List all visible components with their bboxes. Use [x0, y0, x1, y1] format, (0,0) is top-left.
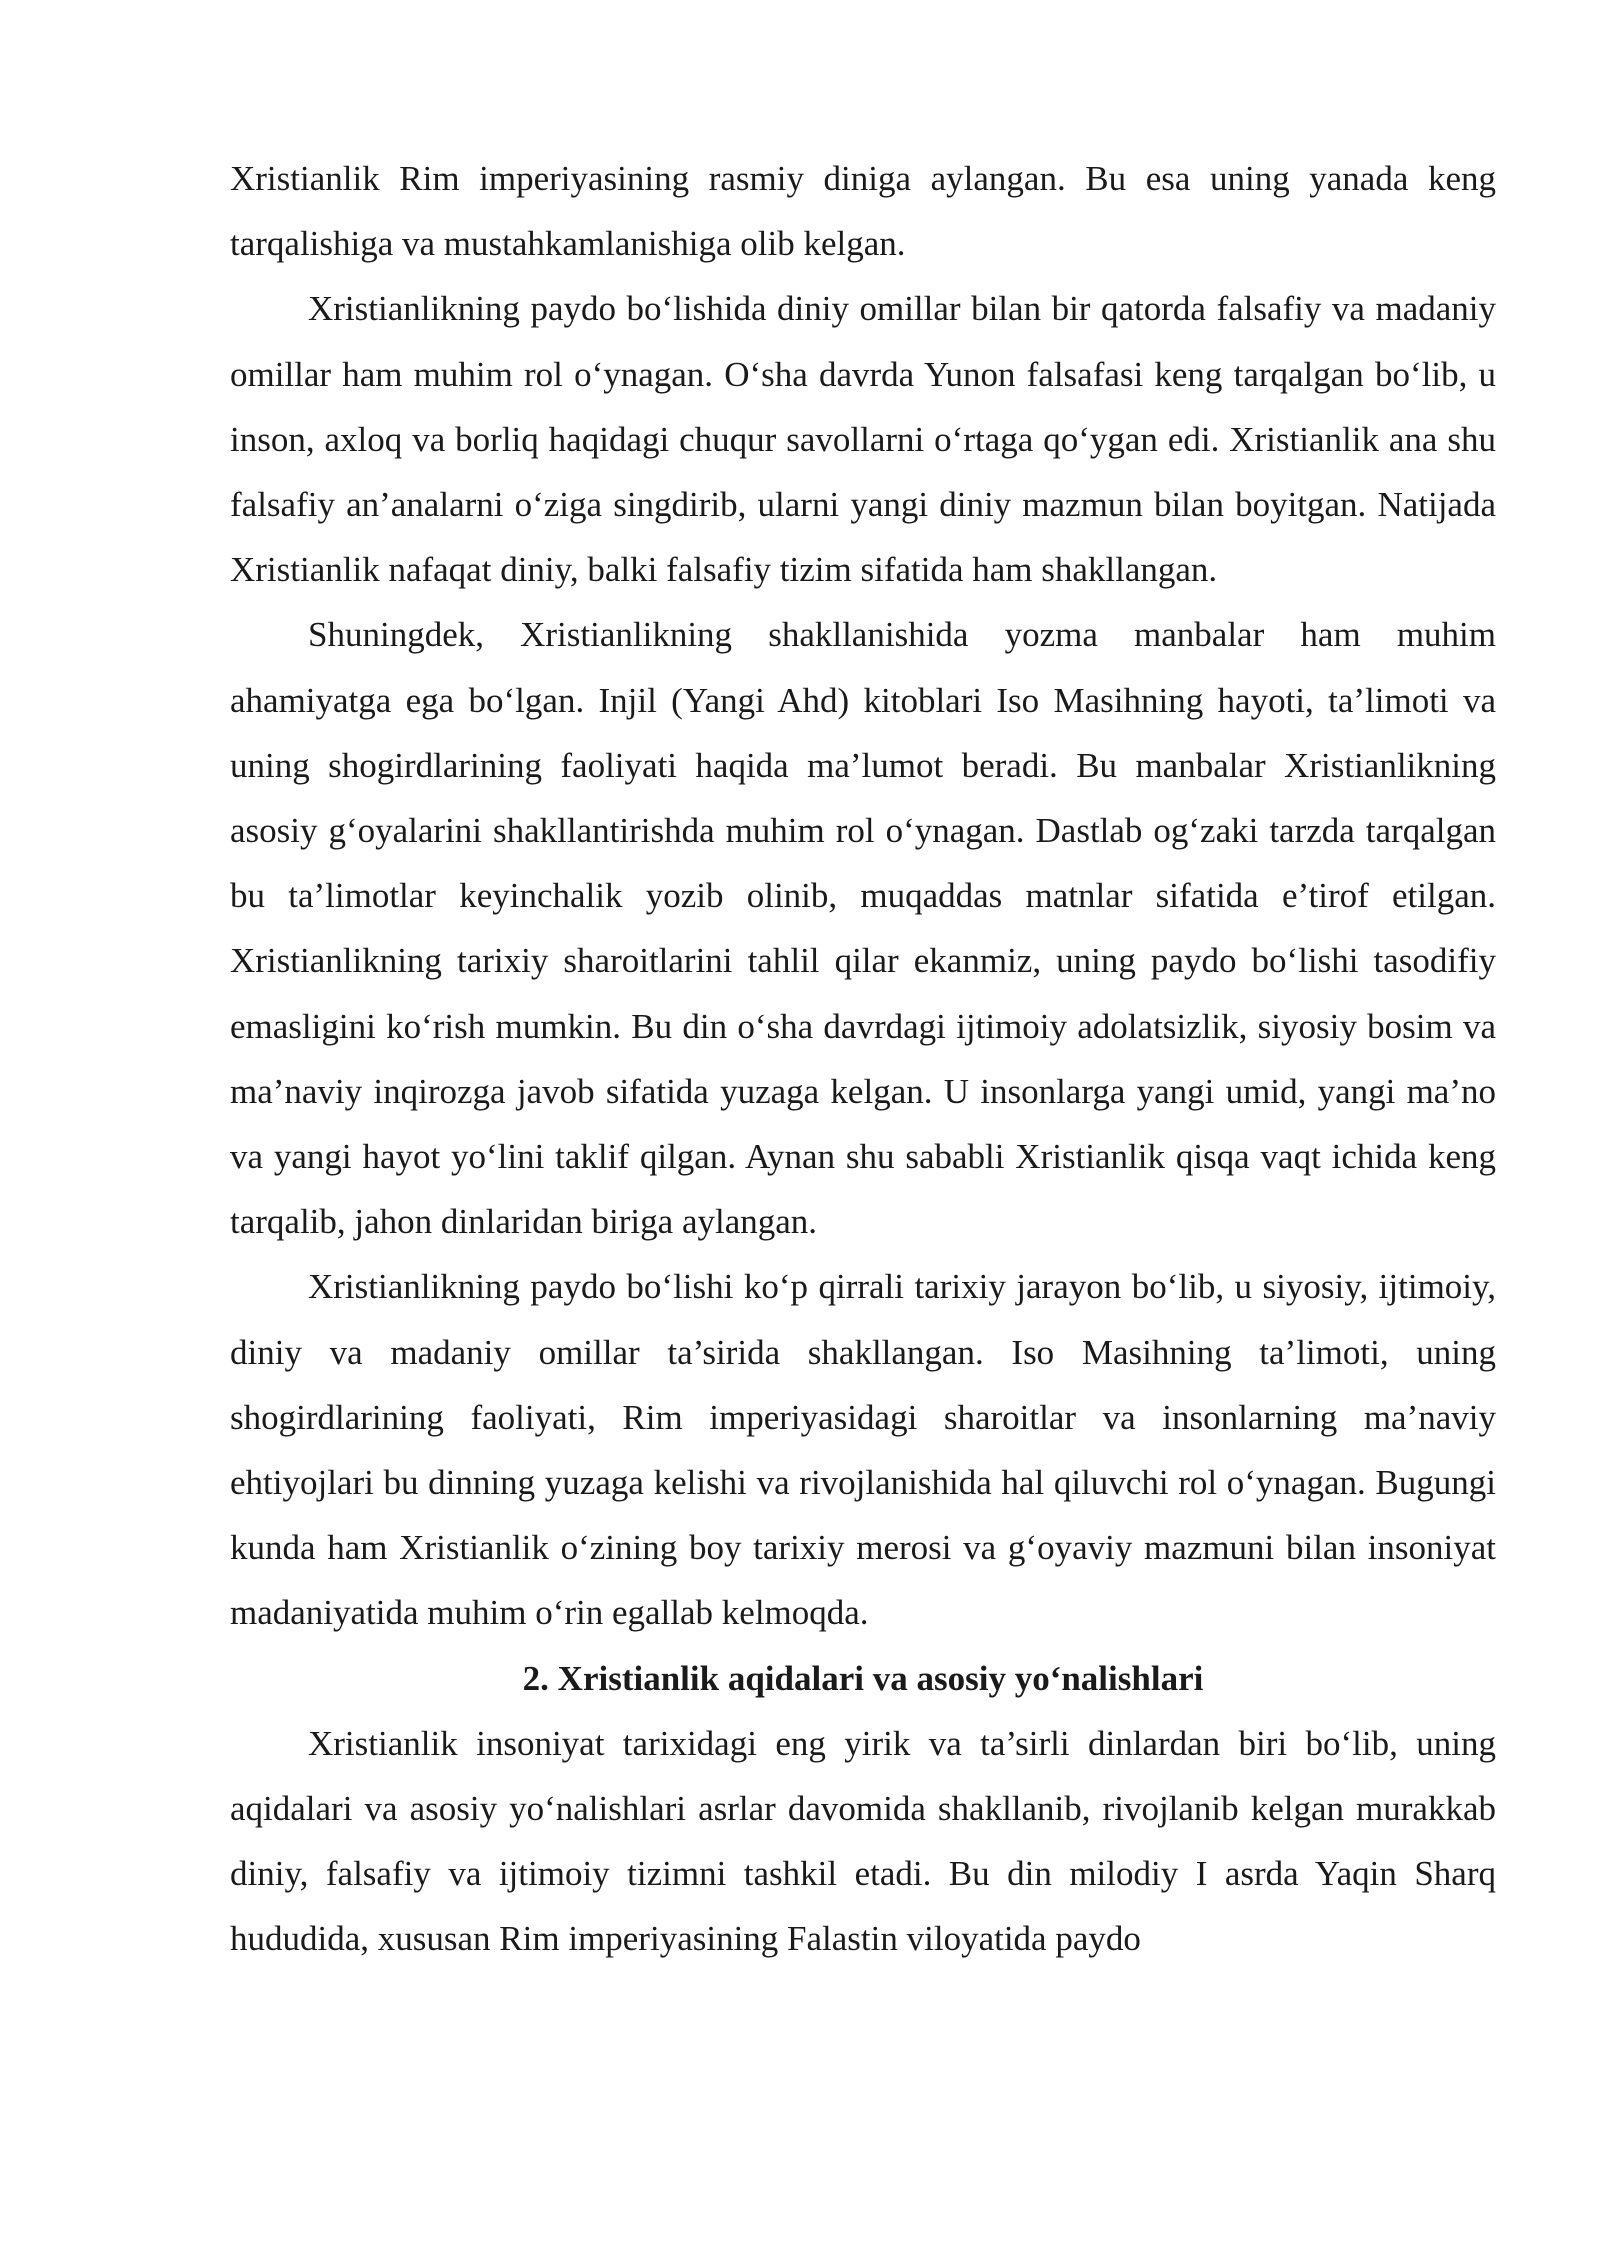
paragraph-summary: Xristianlikning paydo bo‘lishi ko‘p qirrali tarixiy jarayon bo‘lib, u siyosiy, ijtimoiy, diniy va madaniy omillar ta’sirida shakllangan. Iso Masihning ta’limoti, uning shogirdlarining faoliyati, Rim imperiyasidagi sharoitlar va insonlarning ma’naviy ehtiyojlari bu dinning yuzaga kelishi va rivojlanishida hal qiluvchi rol o‘ynagan. Bugungi kunda ham Xristianlik o‘zining boy tarixiy merosi va g‘oyaviy mazmuni bilan insoniyat madaniyatida muhim o‘rin egallab kelmoqda.	[230, 1267, 1496, 1633]
paragraph-written-sources: Shuningdek, Xristianlikning shakllanishida yozma manbalar ham muhim ahamiyatga ega bo‘lgan. Injil (Yangi Ahd) kitoblari Iso Masihning hayoti, ta’limoti va uning shogirdlarining faoliyati haqida ma’lumot beradi. Bu manbalar Xristianlikning asosiy g‘oyalarini shakllantirishda muhim rol o‘ynagan. Dastlab og‘zaki tarzda tarqalgan bu ta’limotlar keyinchalik yozib olinib, muqaddas matnlar sifatida e’tirof etilgan. Xristianlikning tarixiy sharoitlarini tahlil qilar ekanmiz, uning paydo bo‘lishi tasodifiy emasligini ko‘rish mumkin. Bu din o‘sha davrdagi ijtimoiy adolatsizlik, siyosiy bosim va ma’naviy inqirozga javob sifatida yuzaga kelgan. U insonlarga yangi umid, yangi ma’no va yangi hayot yo‘lini taklif qilgan. Aynan shu sababli Xristianlik qisqa vaqt ichida keng tarqalib, jahon dinlaridan biriga aylangan.	[230, 615, 1496, 1242]
paragraph-continuation: Xristianlik Rim imperiyasining rasmiy diniga aylangan. Bu esa uning yanada keng tarqalishiga va mustahkamlanishiga olib kelgan.	[230, 159, 1496, 264]
paragraph-philosophical-factors: Xristianlikning paydo bo‘lishida diniy omillar bilan bir qatorda falsafiy va madaniy omillar ham muhim rol o‘ynagan. O‘sha davrda Yunon falsafasi keng tarqalgan bo‘lib, u inson, axloq va borliq haqidagi chuqur savollarni o‘rtaga qo‘ygan edi. Xristianlik ana shu falsafiy an’analarni o‘ziga singdirib, ularni yangi diniy mazmun bilan boyitgan. Natijada Xristianlik nafaqat diniy, balki falsafiy tizim sifatida ham shakllangan.	[230, 289, 1496, 590]
paragraph-section-intro: Xristianlik insoniyat tarixidagi eng yirik va ta’sirli dinlardan biri bo‘lib, uning aqidalari va asosiy yo‘nalishlari asrlar davomida shakllanib, rivojlanib kelgan murakkab diniy, falsafiy va ijtimoiy tizimni tashkil etadi. Bu din milodiy I asrda Yaqin Sharq hududida, xususan Rim imperiyasining Falastin viloyatida paydo	[230, 1723, 1496, 1959]
document-body	[230, 146, 1496, 1972]
section-heading: 2. Xristianlik aqidalari va asosiy yo‘nalishlari	[522, 1658, 1204, 1698]
